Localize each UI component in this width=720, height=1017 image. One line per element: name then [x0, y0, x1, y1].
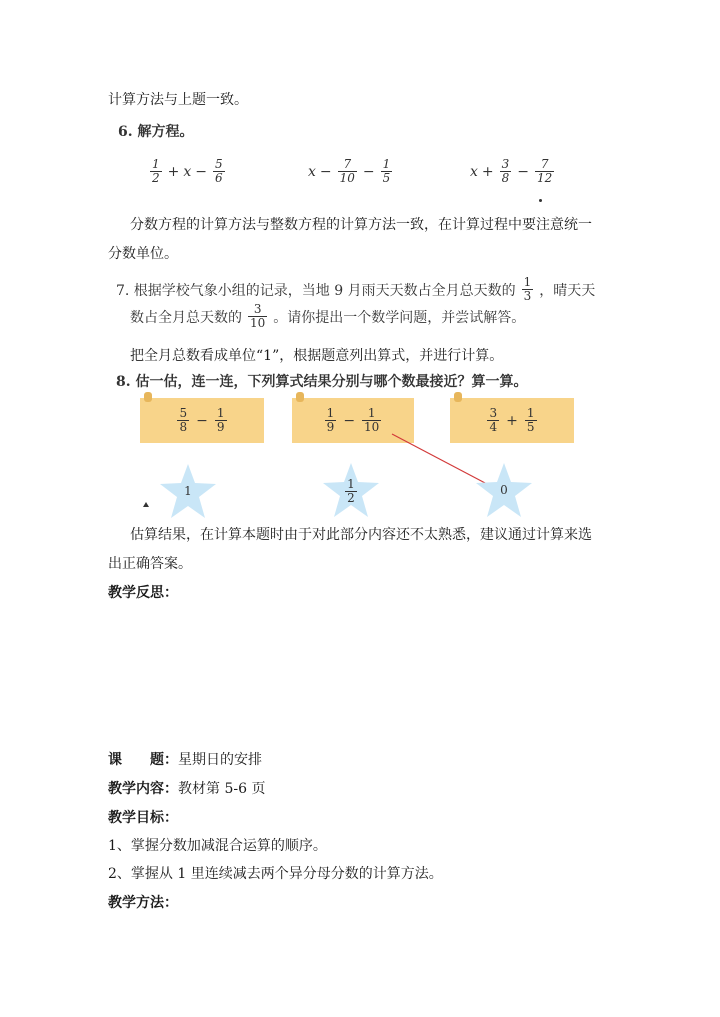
- star-value-1: 1: [184, 484, 192, 498]
- q8-note: 估算结果，在计算本题时由于对此部分内容还不太熟悉，建议通过计算来选: [130, 527, 592, 543]
- q7-line-1: 7. 根据学校气象小组的记录，当地 9 月雨天天数占全月总天数的 $\frac{1}{3}$ ，晴天天: [116, 275, 596, 303]
- expression-card-2: $\frac{1}{9}$ − $\frac{1}{10}$: [292, 398, 414, 443]
- q6-note: 分数方程的计算方法与整数方程的计算方法一致，在计算过程中要注意统一: [130, 217, 592, 233]
- q7-line-2: 数占全月总天数的 $\frac{3}{10}$ 。请你提出一个数学问题，并尝试解答。: [130, 302, 526, 330]
- q6-heading: 6. 解方程。: [118, 124, 194, 140]
- q6-equation-3: x + $\frac{3}{8}$ − $\frac{7}{12}$: [470, 157, 553, 185]
- small-mark: [143, 502, 149, 507]
- fraction: $\frac{1}{2}$: [347, 476, 355, 505]
- fraction: $\frac{7}{10}$: [339, 157, 355, 185]
- q6-equation-2: x − $\frac{7}{10}$ − $\frac{1}{5}$: [308, 157, 391, 185]
- fraction: $\frac{3}{8}$: [501, 157, 510, 185]
- fraction: $\frac{1}{10}$: [364, 406, 380, 434]
- fraction: $\frac{1}{5}$: [382, 157, 391, 185]
- fraction: $\frac{1}{5}$: [526, 406, 535, 434]
- fraction: $\frac{1}{9}$: [326, 406, 335, 434]
- lesson-topic: 课 题：星期日的安排: [108, 752, 262, 768]
- fraction: $\frac{5}{6}$: [215, 157, 223, 185]
- goal-1: 1、掌握分数加减混合运算的顺序。: [108, 838, 327, 854]
- intro-line: 计算方法与上题一致。: [108, 92, 248, 108]
- star-value-2: [321, 462, 381, 520]
- reflection-label: 教学反思：: [108, 585, 178, 601]
- fraction: $\frac{1}{2}$: [152, 157, 160, 185]
- q6-equation-1: $\frac{1}{2}$ + x − $\frac{5}{6}$: [152, 157, 223, 185]
- fraction: $\frac{1}{9}$: [216, 406, 225, 434]
- lesson-content: 教学内容：教材第 5-6 页: [108, 781, 266, 797]
- fraction: $\frac{1}{3}$: [523, 275, 532, 303]
- method-label: 教学方法：: [108, 895, 178, 911]
- q8-note-cont: 出正确答案。: [108, 556, 192, 572]
- fraction: $\frac{3}{4}$: [489, 406, 498, 434]
- goal-2: 2、掌握从 1 里连续减去两个异分母分数的计算方法。: [108, 866, 443, 882]
- goals-label: 教学目标：: [108, 810, 178, 826]
- expression-card-1: $\frac{5}{8}$ − $\frac{1}{9}$: [140, 398, 264, 443]
- q7-note: 把全月总数看成单位“1”，根据题意列出算式，并进行计算。: [130, 348, 504, 364]
- fraction: $\frac{5}{8}$: [179, 406, 188, 434]
- q6-note-cont: 分数单位。: [108, 246, 178, 262]
- q8-heading: 8. 估一估，连一连，下列算式结果分别与哪个数最接近？算一算。: [116, 374, 528, 390]
- fraction: $\frac{3}{10}$: [250, 302, 266, 330]
- expression-card-3: $\frac{3}{4}$ + $\frac{1}{5}$: [450, 398, 574, 443]
- fraction: $\frac{7}{12}$: [537, 157, 553, 185]
- star-value-3: 0: [500, 483, 508, 497]
